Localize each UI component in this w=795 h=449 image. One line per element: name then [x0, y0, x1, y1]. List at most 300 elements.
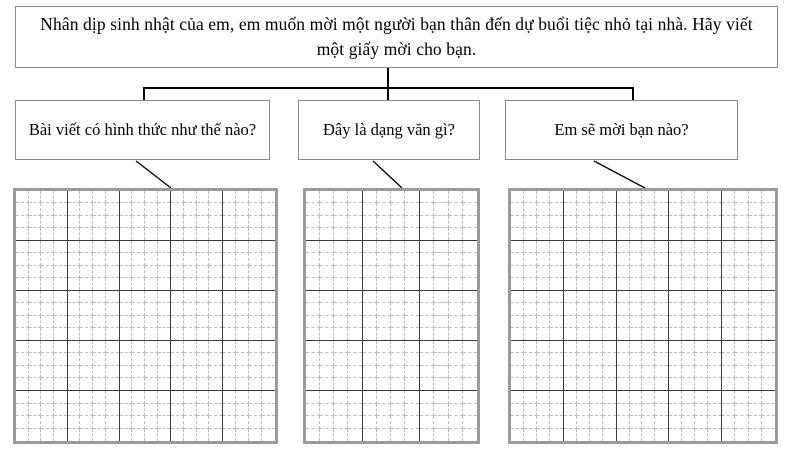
grid-minor-cell[interactable]: [449, 416, 463, 429]
grid-minor-cell[interactable]: [682, 253, 695, 265]
grid-major-cell[interactable]: [420, 391, 477, 441]
grid-minor-cell[interactable]: [564, 203, 577, 215]
grid-minor-cell[interactable]: [41, 253, 54, 265]
grid-minor-cell[interactable]: [735, 353, 748, 365]
grid-minor-cell[interactable]: [405, 316, 419, 328]
grid-minor-cell[interactable]: [106, 378, 119, 390]
grid-minor-cell[interactable]: [197, 328, 210, 340]
grid-minor-cell[interactable]: [348, 404, 362, 417]
grid-minor-cell[interactable]: [223, 416, 236, 429]
grid-minor-cell[interactable]: [590, 316, 603, 328]
grid-minor-cell[interactable]: [695, 404, 708, 417]
grid-minor-cell[interactable]: [722, 404, 735, 417]
grid-minor-cell[interactable]: [145, 378, 158, 390]
grid-minor-cell[interactable]: [80, 378, 93, 390]
grid-minor-cell[interactable]: [68, 253, 81, 265]
grid-minor-cell[interactable]: [306, 191, 320, 203]
grid-minor-cell[interactable]: [590, 378, 603, 390]
grid-minor-cell[interactable]: [348, 341, 362, 353]
grid-minor-cell[interactable]: [145, 391, 158, 404]
grid-minor-cell[interactable]: [209, 316, 222, 328]
grid-minor-cell[interactable]: [669, 266, 682, 278]
grid-minor-cell[interactable]: [603, 328, 616, 340]
grid-minor-cell[interactable]: [749, 378, 762, 390]
grid-minor-cell[interactable]: [120, 416, 133, 429]
grid-minor-cell[interactable]: [16, 378, 29, 390]
grid-minor-cell[interactable]: [564, 366, 577, 378]
grid-minor-cell[interactable]: [695, 241, 708, 253]
grid-minor-cell[interactable]: [145, 291, 158, 303]
grid-major-cell[interactable]: [669, 391, 722, 441]
grid-minor-cell[interactable]: [80, 303, 93, 315]
grid-minor-cell[interactable]: [132, 328, 145, 340]
grid-minor-cell[interactable]: [391, 278, 405, 290]
grid-minor-cell[interactable]: [537, 241, 550, 253]
grid-minor-cell[interactable]: [682, 291, 695, 303]
grid-minor-cell[interactable]: [577, 404, 590, 417]
grid-minor-cell[interactable]: [537, 191, 550, 203]
grid-minor-cell[interactable]: [537, 316, 550, 328]
grid-minor-cell[interactable]: [249, 391, 262, 404]
grid-major-cell[interactable]: [420, 291, 477, 341]
grid-minor-cell[interactable]: [158, 366, 171, 378]
grid-minor-cell[interactable]: [434, 341, 448, 353]
grid-minor-cell[interactable]: [655, 391, 668, 404]
grid-minor-cell[interactable]: [695, 316, 708, 328]
grid-minor-cell[interactable]: [171, 353, 184, 365]
grid-minor-cell[interactable]: [391, 303, 405, 315]
grid-minor-cell[interactable]: [132, 341, 145, 353]
grid-minor-cell[interactable]: [564, 378, 577, 390]
grid-minor-cell[interactable]: [590, 391, 603, 404]
grid-minor-cell[interactable]: [377, 266, 391, 278]
grid-minor-cell[interactable]: [762, 366, 775, 378]
grid-minor-cell[interactable]: [524, 303, 537, 315]
grid-minor-cell[interactable]: [54, 216, 67, 228]
grid-minor-cell[interactable]: [363, 216, 377, 228]
grid-minor-cell[interactable]: [184, 216, 197, 228]
grid-minor-cell[interactable]: [262, 266, 275, 278]
grid-minor-cell[interactable]: [223, 429, 236, 442]
grid-minor-cell[interactable]: [262, 203, 275, 215]
grid-minor-cell[interactable]: [550, 253, 563, 265]
grid-minor-cell[interactable]: [642, 228, 655, 240]
grid-minor-cell[interactable]: [391, 416, 405, 429]
grid-minor-cell[interactable]: [749, 341, 762, 353]
grid-minor-cell[interactable]: [93, 253, 106, 265]
grid-minor-cell[interactable]: [550, 191, 563, 203]
grid-minor-cell[interactable]: [577, 341, 590, 353]
grid-major-cell[interactable]: [223, 241, 275, 291]
grid-minor-cell[interactable]: [54, 303, 67, 315]
grid-minor-cell[interactable]: [603, 241, 616, 253]
grid-minor-cell[interactable]: [405, 291, 419, 303]
grid-minor-cell[interactable]: [463, 416, 477, 429]
grid-minor-cell[interactable]: [54, 353, 67, 365]
grid-minor-cell[interactable]: [171, 303, 184, 315]
grid-minor-cell[interactable]: [54, 366, 67, 378]
grid-minor-cell[interactable]: [236, 228, 249, 240]
grid-minor-cell[interactable]: [449, 191, 463, 203]
grid-minor-cell[interactable]: [209, 241, 222, 253]
grid-minor-cell[interactable]: [363, 203, 377, 215]
grid-minor-cell[interactable]: [209, 416, 222, 429]
grid-minor-cell[interactable]: [68, 353, 81, 365]
grid-minor-cell[interactable]: [695, 391, 708, 404]
grid-minor-cell[interactable]: [29, 378, 42, 390]
grid-minor-cell[interactable]: [762, 266, 775, 278]
grid-minor-cell[interactable]: [249, 404, 262, 417]
grid-minor-cell[interactable]: [348, 253, 362, 265]
grid-minor-cell[interactable]: [617, 191, 630, 203]
grid-minor-cell[interactable]: [749, 203, 762, 215]
grid-minor-cell[interactable]: [29, 391, 42, 404]
grid-minor-cell[interactable]: [184, 241, 197, 253]
grid-minor-cell[interactable]: [550, 241, 563, 253]
grid-minor-cell[interactable]: [405, 203, 419, 215]
grid-minor-cell[interactable]: [262, 241, 275, 253]
grid-major-cell[interactable]: [120, 241, 172, 291]
grid-minor-cell[interactable]: [550, 303, 563, 315]
grid-minor-cell[interactable]: [550, 266, 563, 278]
grid-major-cell[interactable]: [617, 241, 670, 291]
grid-minor-cell[interactable]: [363, 341, 377, 353]
grid-minor-cell[interactable]: [334, 241, 348, 253]
grid-minor-cell[interactable]: [132, 316, 145, 328]
grid-minor-cell[interactable]: [171, 216, 184, 228]
grid-minor-cell[interactable]: [377, 404, 391, 417]
grid-minor-cell[interactable]: [434, 241, 448, 253]
grid-minor-cell[interactable]: [377, 278, 391, 290]
grid-minor-cell[interactable]: [363, 429, 377, 442]
grid-minor-cell[interactable]: [391, 391, 405, 404]
grid-minor-cell[interactable]: [236, 328, 249, 340]
grid-minor-cell[interactable]: [41, 278, 54, 290]
grid-minor-cell[interactable]: [184, 253, 197, 265]
grid-minor-cell[interactable]: [158, 391, 171, 404]
grid-minor-cell[interactable]: [320, 266, 334, 278]
grid-minor-cell[interactable]: [524, 291, 537, 303]
grid-minor-cell[interactable]: [171, 228, 184, 240]
grid-minor-cell[interactable]: [449, 216, 463, 228]
grid-minor-cell[interactable]: [708, 253, 721, 265]
grid-minor-cell[interactable]: [577, 303, 590, 315]
grid-minor-cell[interactable]: [320, 416, 334, 429]
grid-minor-cell[interactable]: [236, 316, 249, 328]
grid-minor-cell[interactable]: [391, 353, 405, 365]
grid-minor-cell[interactable]: [642, 353, 655, 365]
grid-minor-cell[interactable]: [306, 303, 320, 315]
grid-major-cell[interactable]: [511, 341, 564, 391]
grid-minor-cell[interactable]: [617, 266, 630, 278]
grid-major-cell[interactable]: [617, 291, 670, 341]
grid-minor-cell[interactable]: [209, 291, 222, 303]
grid-minor-cell[interactable]: [524, 266, 537, 278]
grid-minor-cell[interactable]: [348, 316, 362, 328]
grid-minor-cell[interactable]: [655, 203, 668, 215]
grid-minor-cell[interactable]: [29, 353, 42, 365]
grid-minor-cell[interactable]: [524, 341, 537, 353]
grid-minor-cell[interactable]: [642, 404, 655, 417]
grid-minor-cell[interactable]: [537, 291, 550, 303]
grid-minor-cell[interactable]: [80, 191, 93, 203]
grid-minor-cell[interactable]: [68, 241, 81, 253]
grid-minor-cell[interactable]: [223, 353, 236, 365]
grid-minor-cell[interactable]: [642, 391, 655, 404]
grid-minor-cell[interactable]: [749, 253, 762, 265]
grid-minor-cell[interactable]: [68, 228, 81, 240]
grid-minor-cell[interactable]: [420, 341, 434, 353]
grid-minor-cell[interactable]: [132, 278, 145, 290]
grid-minor-cell[interactable]: [749, 278, 762, 290]
grid-minor-cell[interactable]: [80, 278, 93, 290]
grid-minor-cell[interactable]: [68, 278, 81, 290]
grid-minor-cell[interactable]: [93, 203, 106, 215]
grid-minor-cell[interactable]: [655, 378, 668, 390]
grid-minor-cell[interactable]: [171, 378, 184, 390]
grid-minor-cell[interactable]: [511, 278, 524, 290]
grid-minor-cell[interactable]: [320, 353, 334, 365]
grid-minor-cell[interactable]: [16, 253, 29, 265]
grid-minor-cell[interactable]: [197, 291, 210, 303]
grid-minor-cell[interactable]: [80, 366, 93, 378]
grid-minor-cell[interactable]: [524, 316, 537, 328]
grid-minor-cell[interactable]: [669, 241, 682, 253]
grid-minor-cell[interactable]: [41, 216, 54, 228]
grid-minor-cell[interactable]: [306, 278, 320, 290]
grid-minor-cell[interactable]: [749, 216, 762, 228]
grid-minor-cell[interactable]: [577, 191, 590, 203]
grid-minor-cell[interactable]: [655, 328, 668, 340]
grid-minor-cell[interactable]: [564, 191, 577, 203]
grid-minor-cell[interactable]: [106, 228, 119, 240]
grid-minor-cell[interactable]: [550, 341, 563, 353]
grid-minor-cell[interactable]: [642, 191, 655, 203]
grid-minor-cell[interactable]: [106, 366, 119, 378]
grid-major-cell[interactable]: [669, 191, 722, 241]
grid-minor-cell[interactable]: [669, 191, 682, 203]
grid-minor-cell[interactable]: [420, 266, 434, 278]
grid-minor-cell[interactable]: [29, 429, 42, 442]
grid-minor-cell[interactable]: [603, 429, 616, 442]
grid-minor-cell[interactable]: [695, 228, 708, 240]
grid-minor-cell[interactable]: [564, 391, 577, 404]
grid-minor-cell[interactable]: [405, 278, 419, 290]
grid-minor-cell[interactable]: [577, 253, 590, 265]
grid-minor-cell[interactable]: [762, 328, 775, 340]
grid-minor-cell[interactable]: [16, 316, 29, 328]
grid-minor-cell[interactable]: [184, 429, 197, 442]
grid-minor-cell[interactable]: [348, 391, 362, 404]
grid-minor-cell[interactable]: [708, 366, 721, 378]
grid-minor-cell[interactable]: [577, 391, 590, 404]
grid-minor-cell[interactable]: [106, 278, 119, 290]
grid-minor-cell[interactable]: [320, 203, 334, 215]
grid-minor-cell[interactable]: [80, 429, 93, 442]
grid-minor-cell[interactable]: [722, 191, 735, 203]
grid-minor-cell[interactable]: [449, 291, 463, 303]
grid-minor-cell[interactable]: [463, 378, 477, 390]
grid-minor-cell[interactable]: [262, 341, 275, 353]
grid-minor-cell[interactable]: [511, 191, 524, 203]
grid-minor-cell[interactable]: [223, 266, 236, 278]
grid-minor-cell[interactable]: [735, 191, 748, 203]
grid-minor-cell[interactable]: [120, 191, 133, 203]
grid-minor-cell[interactable]: [603, 191, 616, 203]
answer-grid-1[interactable]: [13, 188, 278, 444]
grid-minor-cell[interactable]: [577, 328, 590, 340]
grid-minor-cell[interactable]: [511, 216, 524, 228]
grid-minor-cell[interactable]: [348, 328, 362, 340]
grid-minor-cell[interactable]: [630, 429, 643, 442]
grid-minor-cell[interactable]: [722, 328, 735, 340]
grid-minor-cell[interactable]: [695, 266, 708, 278]
grid-minor-cell[interactable]: [682, 266, 695, 278]
grid-minor-cell[interactable]: [209, 404, 222, 417]
grid-minor-cell[interactable]: [320, 241, 334, 253]
grid-minor-cell[interactable]: [434, 316, 448, 328]
grid-minor-cell[interactable]: [762, 253, 775, 265]
grid-minor-cell[interactable]: [197, 378, 210, 390]
grid-minor-cell[interactable]: [306, 316, 320, 328]
grid-major-cell[interactable]: [306, 191, 363, 241]
grid-minor-cell[interactable]: [655, 353, 668, 365]
grid-minor-cell[interactable]: [306, 328, 320, 340]
grid-minor-cell[interactable]: [449, 266, 463, 278]
grid-minor-cell[interactable]: [320, 391, 334, 404]
grid-minor-cell[interactable]: [106, 266, 119, 278]
grid-minor-cell[interactable]: [463, 191, 477, 203]
grid-minor-cell[interactable]: [463, 366, 477, 378]
grid-minor-cell[interactable]: [209, 191, 222, 203]
grid-minor-cell[interactable]: [29, 366, 42, 378]
grid-minor-cell[interactable]: [249, 203, 262, 215]
grid-minor-cell[interactable]: [306, 391, 320, 404]
grid-minor-cell[interactable]: [184, 303, 197, 315]
grid-minor-cell[interactable]: [405, 353, 419, 365]
grid-minor-cell[interactable]: [106, 291, 119, 303]
grid-minor-cell[interactable]: [708, 416, 721, 429]
grid-minor-cell[interactable]: [223, 303, 236, 315]
grid-minor-cell[interactable]: [334, 253, 348, 265]
grid-minor-cell[interactable]: [120, 341, 133, 353]
grid-minor-cell[interactable]: [682, 203, 695, 215]
grid-minor-cell[interactable]: [630, 404, 643, 417]
grid-minor-cell[interactable]: [550, 404, 563, 417]
grid-minor-cell[interactable]: [236, 241, 249, 253]
grid-minor-cell[interactable]: [223, 341, 236, 353]
grid-minor-cell[interactable]: [642, 341, 655, 353]
grid-minor-cell[interactable]: [708, 228, 721, 240]
grid-minor-cell[interactable]: [655, 266, 668, 278]
grid-minor-cell[interactable]: [158, 278, 171, 290]
grid-minor-cell[interactable]: [735, 416, 748, 429]
grid-minor-cell[interactable]: [320, 278, 334, 290]
grid-minor-cell[interactable]: [236, 404, 249, 417]
grid-minor-cell[interactable]: [603, 341, 616, 353]
grid-minor-cell[interactable]: [320, 341, 334, 353]
grid-minor-cell[interactable]: [735, 429, 748, 442]
grid-minor-cell[interactable]: [197, 191, 210, 203]
grid-minor-cell[interactable]: [524, 203, 537, 215]
grid-minor-cell[interactable]: [695, 216, 708, 228]
grid-minor-cell[interactable]: [93, 216, 106, 228]
grid-minor-cell[interactable]: [54, 191, 67, 203]
grid-minor-cell[interactable]: [249, 416, 262, 429]
grid-minor-cell[interactable]: [590, 429, 603, 442]
grid-minor-cell[interactable]: [171, 429, 184, 442]
grid-minor-cell[interactable]: [334, 203, 348, 215]
grid-minor-cell[interactable]: [550, 228, 563, 240]
grid-minor-cell[interactable]: [391, 241, 405, 253]
grid-minor-cell[interactable]: [80, 404, 93, 417]
grid-minor-cell[interactable]: [590, 303, 603, 315]
grid-minor-cell[interactable]: [120, 316, 133, 328]
grid-minor-cell[interactable]: [722, 253, 735, 265]
grid-minor-cell[interactable]: [145, 366, 158, 378]
grid-minor-cell[interactable]: [363, 391, 377, 404]
grid-minor-cell[interactable]: [16, 266, 29, 278]
grid-minor-cell[interactable]: [511, 378, 524, 390]
grid-major-cell[interactable]: [669, 291, 722, 341]
grid-minor-cell[interactable]: [132, 378, 145, 390]
grid-minor-cell[interactable]: [262, 366, 275, 378]
grid-minor-cell[interactable]: [93, 303, 106, 315]
grid-minor-cell[interactable]: [306, 266, 320, 278]
grid-minor-cell[interactable]: [603, 378, 616, 390]
grid-minor-cell[interactable]: [262, 253, 275, 265]
grid-minor-cell[interactable]: [223, 228, 236, 240]
grid-minor-cell[interactable]: [617, 291, 630, 303]
grid-minor-cell[interactable]: [158, 328, 171, 340]
grid-minor-cell[interactable]: [420, 278, 434, 290]
grid-minor-cell[interactable]: [449, 241, 463, 253]
grid-minor-cell[interactable]: [695, 416, 708, 429]
grid-minor-cell[interactable]: [449, 429, 463, 442]
grid-major-cell[interactable]: [722, 291, 775, 341]
grid-minor-cell[interactable]: [420, 191, 434, 203]
grid-minor-cell[interactable]: [590, 203, 603, 215]
grid-minor-cell[interactable]: [420, 216, 434, 228]
grid-minor-cell[interactable]: [695, 366, 708, 378]
grid-minor-cell[interactable]: [120, 266, 133, 278]
grid-minor-cell[interactable]: [363, 228, 377, 240]
grid-minor-cell[interactable]: [249, 341, 262, 353]
grid-minor-cell[interactable]: [749, 241, 762, 253]
grid-major-cell[interactable]: [306, 291, 363, 341]
grid-minor-cell[interactable]: [80, 228, 93, 240]
grid-minor-cell[interactable]: [306, 416, 320, 429]
grid-minor-cell[interactable]: [695, 203, 708, 215]
grid-minor-cell[interactable]: [377, 291, 391, 303]
grid-minor-cell[interactable]: [120, 228, 133, 240]
grid-minor-cell[interactable]: [132, 203, 145, 215]
grid-minor-cell[interactable]: [434, 253, 448, 265]
grid-minor-cell[interactable]: [577, 416, 590, 429]
grid-minor-cell[interactable]: [171, 278, 184, 290]
grid-minor-cell[interactable]: [68, 429, 81, 442]
grid-minor-cell[interactable]: [762, 291, 775, 303]
grid-minor-cell[interactable]: [590, 266, 603, 278]
grid-minor-cell[interactable]: [29, 316, 42, 328]
grid-minor-cell[interactable]: [223, 316, 236, 328]
grid-major-cell[interactable]: [722, 191, 775, 241]
grid-minor-cell[interactable]: [249, 241, 262, 253]
grid-minor-cell[interactable]: [171, 341, 184, 353]
grid-minor-cell[interactable]: [348, 203, 362, 215]
grid-minor-cell[interactable]: [391, 404, 405, 417]
grid-minor-cell[interactable]: [642, 316, 655, 328]
